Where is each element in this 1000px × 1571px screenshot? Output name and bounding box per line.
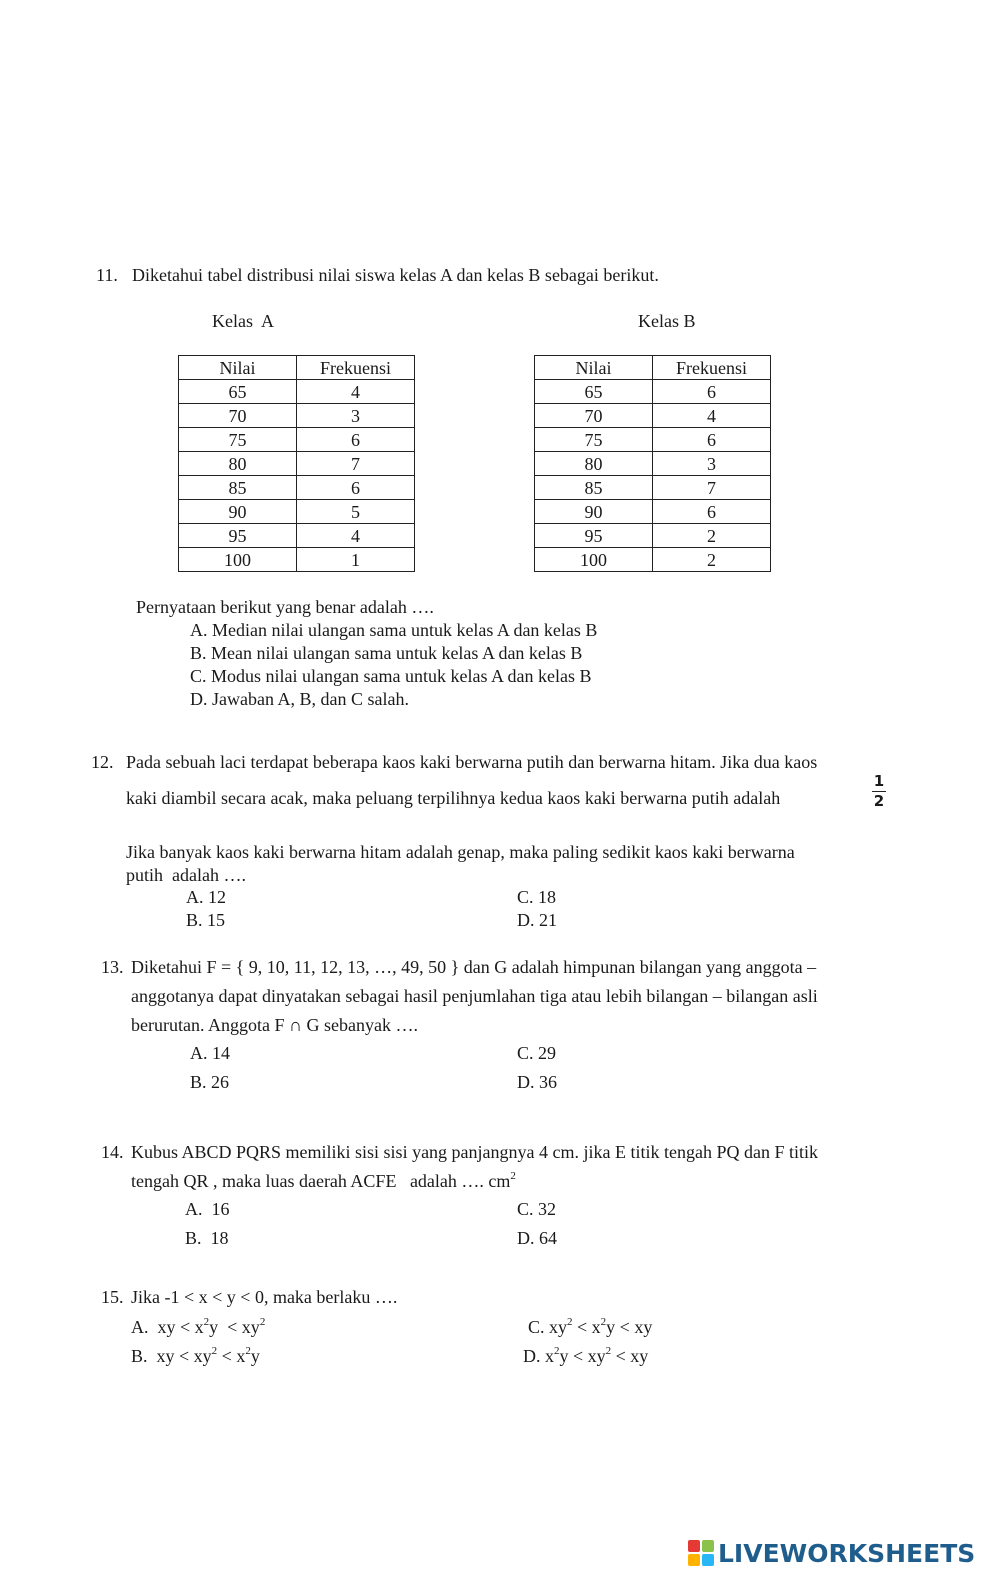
q14-option-d: D. 64 <box>517 1228 557 1248</box>
table-row <box>179 500 415 524</box>
q14-number: 14. <box>101 1142 124 1162</box>
option-text: y < xy <box>209 1317 260 1337</box>
q13-option-d: D. 36 <box>517 1072 557 1092</box>
cell-frekuensi: 3 <box>653 452 771 476</box>
table-row <box>179 380 415 404</box>
cell-nilai: 75 <box>179 428 297 452</box>
option-superscript: 2 <box>567 1316 573 1328</box>
option-superscript: 2 <box>600 1316 607 1328</box>
q12-option-d: D. 21 <box>517 910 557 930</box>
q12-fraction <box>871 773 887 810</box>
q14-line2-text: tengah QR , maka luas daerah ACFE adalah …. cm <box>131 1171 511 1191</box>
q14-line2 <box>131 1170 516 1192</box>
q15-number: 15. <box>101 1287 124 1307</box>
q11-label-class-a: Kelas A <box>212 311 274 331</box>
table-row <box>535 476 771 500</box>
cell-nilai: 85 <box>535 476 653 500</box>
q15-option-d <box>523 1345 648 1367</box>
table-row <box>535 428 771 452</box>
q15-line1: Jika -1 < x < y < 0, maka berlaku …. <box>131 1287 398 1307</box>
cell-frekuensi: 2 <box>653 548 771 572</box>
q11-number: 11. <box>96 265 118 285</box>
cell-frekuensi: 7 <box>653 476 771 500</box>
cell-nilai: 85 <box>179 476 297 500</box>
cell-frekuensi: 1 <box>297 548 415 572</box>
q13-line3: berurutan. Anggota F ∩ G sebanyak …. <box>131 1015 418 1035</box>
table-row <box>535 404 771 428</box>
table-row <box>535 524 771 548</box>
q12-line4: putih adalah …. <box>126 865 246 885</box>
option-superscript: 2 <box>554 1345 560 1357</box>
option-superscript: 2 <box>203 1316 210 1328</box>
q13-line2: anggotanya dapat dinyatakan sebagai hasil penjumlahan tiga atau lebih bilangan – bilangan asli <box>131 986 818 1006</box>
option-text: y < xy <box>559 1346 606 1366</box>
q15-option-c <box>528 1316 652 1338</box>
table-class-b <box>534 355 771 572</box>
q11-text: Diketahui tabel distribusi nilai siswa kelas A dan kelas B sebagai berikut. <box>132 265 659 285</box>
cell-frekuensi: 7 <box>297 452 415 476</box>
cell-nilai: 90 <box>179 500 297 524</box>
cell-frekuensi: 6 <box>653 500 771 524</box>
option-text: D. x <box>523 1346 554 1366</box>
option-text: < xy <box>611 1346 649 1366</box>
cell-frekuensi: 6 <box>653 380 771 404</box>
table-row <box>535 548 771 572</box>
q14-line2-superscript: 2 <box>510 1170 516 1182</box>
cell-frekuensi: 5 <box>297 500 415 524</box>
cell-nilai: 80 <box>179 452 297 476</box>
cell-frekuensi: 4 <box>653 404 771 428</box>
cell-nilai: 100 <box>179 548 297 572</box>
table-row <box>179 428 415 452</box>
q13-option-c: C. 29 <box>517 1043 557 1063</box>
option-superscript: 2 <box>211 1345 218 1357</box>
q11-option-a: A. Median nilai ulangan sama untuk kelas A dan kelas B <box>190 620 598 640</box>
q14-option-b: B. 18 <box>185 1228 229 1248</box>
liveworksheets-logo[interactable] <box>688 1540 975 1566</box>
q13-line1: Diketahui F = { 9, 10, 11, 12, 13, …, 49, 50 } dan G adalah himpunan bilangan yang anggota – <box>131 957 817 977</box>
cell-frekuensi: 6 <box>297 476 415 500</box>
q13-option-a: A. 14 <box>190 1043 230 1063</box>
table-row <box>179 452 415 476</box>
q15-option-a <box>131 1316 265 1338</box>
table-row <box>535 500 771 524</box>
option-text: < x <box>572 1317 601 1337</box>
option-text: < x <box>217 1346 246 1366</box>
option-superscript: 2 <box>605 1345 612 1357</box>
q12-option-b: B. 15 <box>186 910 226 930</box>
cell-nilai: 75 <box>535 428 653 452</box>
cell-nilai: 65 <box>535 380 653 404</box>
q14-line1: Kubus ABCD PQRS memiliki sisi sisi yang panjangnya 4 cm. jika E titik tengah PQ dan F titik <box>131 1142 818 1162</box>
cell-frekuensi: 6 <box>297 428 415 452</box>
cell-nilai: 90 <box>535 500 653 524</box>
column-header-frekuensi: Frekuensi <box>653 356 771 380</box>
option-text: A. xy < x <box>131 1317 204 1337</box>
option-text: y <box>250 1346 260 1366</box>
option-text: y < xy <box>606 1317 653 1337</box>
q11-prompt: Pernyataan berikut yang benar adalah …. <box>136 597 434 617</box>
fraction-numerator: 1 <box>873 772 885 790</box>
cell-frekuensi: 4 <box>297 380 415 404</box>
cell-frekuensi: 4 <box>297 524 415 548</box>
table-header-row <box>179 356 415 380</box>
option-superscript: 2 <box>259 1316 266 1328</box>
cell-nilai: 65 <box>179 380 297 404</box>
q11-option-c: C. Modus nilai ulangan sama untuk kelas A dan kelas B <box>190 666 592 686</box>
q11-option-b: B. Mean nilai ulangan sama untuk kelas A dan kelas B <box>190 643 583 663</box>
q15-option-b <box>131 1345 260 1367</box>
brand-name: LIVEWORKSHEETS <box>718 1538 976 1568</box>
cell-nilai: 95 <box>179 524 297 548</box>
option-text: B. xy < xy <box>131 1346 212 1366</box>
table-header-row <box>535 356 771 380</box>
q11-option-d: D. Jawaban A, B, dan C salah. <box>190 689 409 709</box>
q12-line1: Pada sebuah laci terdapat beberapa kaos kaki berwarna putih dan berwarna hitam. Jika dua kaos <box>126 752 818 772</box>
cell-nilai: 100 <box>535 548 653 572</box>
table-class-a <box>178 355 415 572</box>
option-text: C. xy <box>528 1317 568 1337</box>
q11-label-class-b: Kelas B <box>638 311 696 331</box>
cell-nilai: 95 <box>535 524 653 548</box>
q12-line2: kaki diambil secara acak, maka peluang terpilihnya kedua kaos kaki berwarna putih adalah <box>126 788 781 808</box>
q14-option-a: A. 16 <box>185 1199 230 1219</box>
column-header-nilai: Nilai <box>179 356 297 380</box>
cell-frekuensi: 2 <box>653 524 771 548</box>
q13-number: 13. <box>101 957 124 977</box>
cell-frekuensi: 3 <box>297 404 415 428</box>
q12-option-a: A. 12 <box>186 887 226 907</box>
table-row <box>179 404 415 428</box>
cell-nilai: 80 <box>535 452 653 476</box>
table-row <box>179 476 415 500</box>
option-superscript: 2 <box>245 1345 251 1357</box>
q12-number: 12. <box>91 752 114 772</box>
table-row <box>535 380 771 404</box>
liveworksheets-logo-icon <box>688 1540 714 1566</box>
column-header-frekuensi: Frekuensi <box>297 356 415 380</box>
q12-option-c: C. 18 <box>517 887 557 907</box>
cell-nilai: 70 <box>535 404 653 428</box>
table-row <box>535 452 771 476</box>
cell-nilai: 70 <box>179 404 297 428</box>
table-row <box>179 548 415 572</box>
fraction-denominator: 2 <box>873 792 885 810</box>
column-header-nilai: Nilai <box>535 356 653 380</box>
q12-line3: Jika banyak kaos kaki berwarna hitam adalah genap, maka paling sedikit kaos kaki berwarna <box>126 842 795 862</box>
cell-frekuensi: 6 <box>653 428 771 452</box>
q13-option-b: B. 26 <box>190 1072 230 1092</box>
q14-option-c: C. 32 <box>517 1199 557 1219</box>
table-row <box>179 524 415 548</box>
